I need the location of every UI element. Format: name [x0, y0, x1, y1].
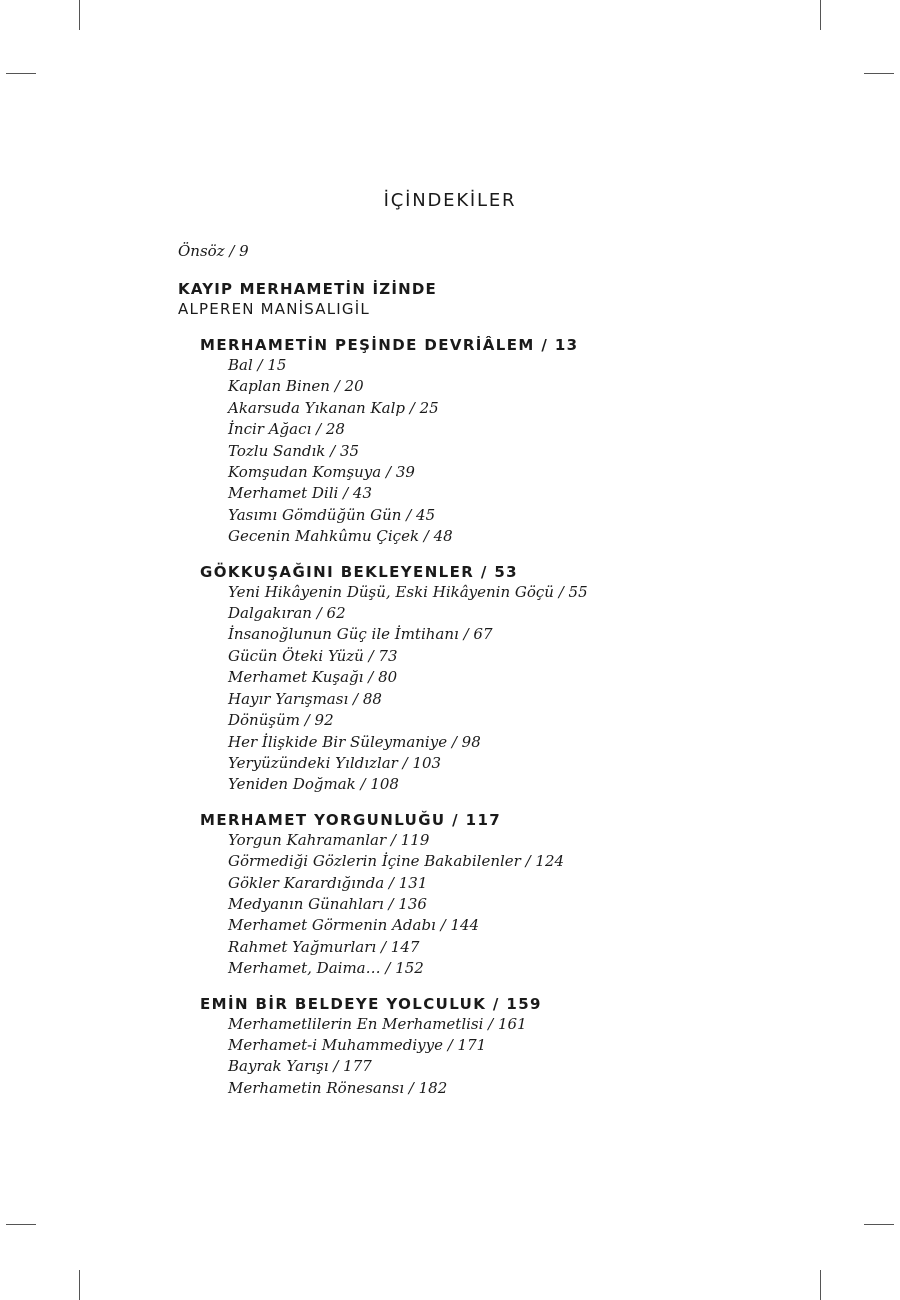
page-title: İÇİNDEKİLER [383, 190, 517, 212]
crop-mark-bottom-left [79, 1270, 80, 1300]
toc-entry: Görmediği Gözlerin İçine Bakabilenler / 124 [228, 852, 565, 871]
toc-entry: Her İlişkide Bir Süleymaniye / 98 [228, 732, 481, 751]
toc-entry: Gecenin Mahkûmu Çiçek / 48 [228, 527, 453, 546]
toc-entry: Rahmet Yağmurları / 147 [228, 937, 420, 956]
part-title: KAYIP MERHAMETİN İZİNDE [178, 280, 437, 298]
toc-entry: Dalgakıran / 62 [228, 604, 346, 623]
toc-entry: Merhamet-i Muhammediyye / 171 [228, 1035, 487, 1054]
crop-mark-bottom-right [820, 1270, 821, 1300]
crop-mark-top-right [820, 0, 821, 30]
section-entry-list [200, 1014, 828, 1100]
toc-entry: Yeni Hikâyenin Düşü, Eski Hikâyenin Göçü / 55 [228, 582, 588, 601]
toc-section [200, 994, 828, 1100]
toc-entry: İncir Ağacı / 28 [228, 420, 345, 439]
toc-entry: Gücün Öteki Yüzü / 73 [228, 646, 398, 665]
section-title: MERHAMETİN PEŞİNDE DEVRİÂLEM / 13 [200, 336, 579, 354]
toc-entry: Yeryüzündeki Yıldızlar / 103 [228, 753, 442, 772]
table-of-contents [178, 241, 828, 1099]
section-title: MERHAMET YORGUNLUĞU / 117 [200, 810, 502, 829]
toc-entry: Tozlu Sandık / 35 [228, 441, 360, 460]
toc-entry: İnsanoğlunun Güç ile İmtihanı / 67 [228, 625, 493, 644]
toc-entry: Yorgun Kahramanlar / 119 [228, 830, 430, 849]
toc-entry: Yasımı Gömdüğün Gün / 45 [228, 505, 436, 524]
toc-entry: Merhametlilerin En Merhametlisi / 161 [228, 1014, 527, 1033]
toc-part [178, 279, 828, 1099]
toc-entry: Yeniden Doğmak / 108 [228, 775, 399, 794]
toc-entry: Akarsuda Yıkanan Kalp / 25 [228, 398, 439, 417]
toc-entry: Bal / 15 [228, 356, 287, 374]
toc-entry: Merhamet Dili / 43 [228, 484, 373, 503]
toc-entry: Merhamet, Daima… / 152 [228, 959, 424, 978]
toc-entry: Kaplan Binen / 20 [228, 377, 364, 396]
crop-mark-top-left [79, 0, 80, 30]
toc-entry-foreword: Önsöz / 9 [178, 242, 249, 260]
crop-mark-right-lower [864, 1224, 894, 1225]
toc-section [200, 335, 828, 548]
toc-entry: Komşudan Komşuya / 39 [228, 463, 415, 482]
section-title: GÖKKUŞAĞINI BEKLEYENLER / 53 [200, 562, 519, 581]
section-title: EMİN BİR BELDEYE YOLCULUK / 159 [200, 994, 542, 1013]
crop-mark-left-lower [6, 1224, 36, 1225]
toc-entry: Bayrak Yarışı / 177 [228, 1057, 372, 1076]
crop-mark-left-upper [6, 73, 36, 74]
toc-entry: Merhamet Görmenin Adabı / 144 [228, 916, 480, 935]
part-author: ALPEREN MANİSALIGİL [178, 300, 370, 318]
crop-mark-right-upper [864, 73, 894, 74]
toc-entry: Hayır Yarışması / 88 [228, 689, 382, 708]
toc-entry: Merhamet Kuşağı / 80 [228, 668, 398, 687]
toc-section [200, 562, 828, 796]
section-entry-list [200, 355, 828, 548]
toc-entry: Dönüşüm / 92 [228, 711, 334, 730]
section-entry-list [200, 582, 828, 796]
toc-entry: Gökler Karardığında / 131 [228, 873, 428, 892]
section-entry-list [200, 830, 828, 980]
toc-entry: Medyanın Günahları / 136 [228, 894, 427, 913]
toc-section [200, 810, 828, 980]
toc-entry: Merhametin Rönesansı / 182 [228, 1078, 448, 1097]
